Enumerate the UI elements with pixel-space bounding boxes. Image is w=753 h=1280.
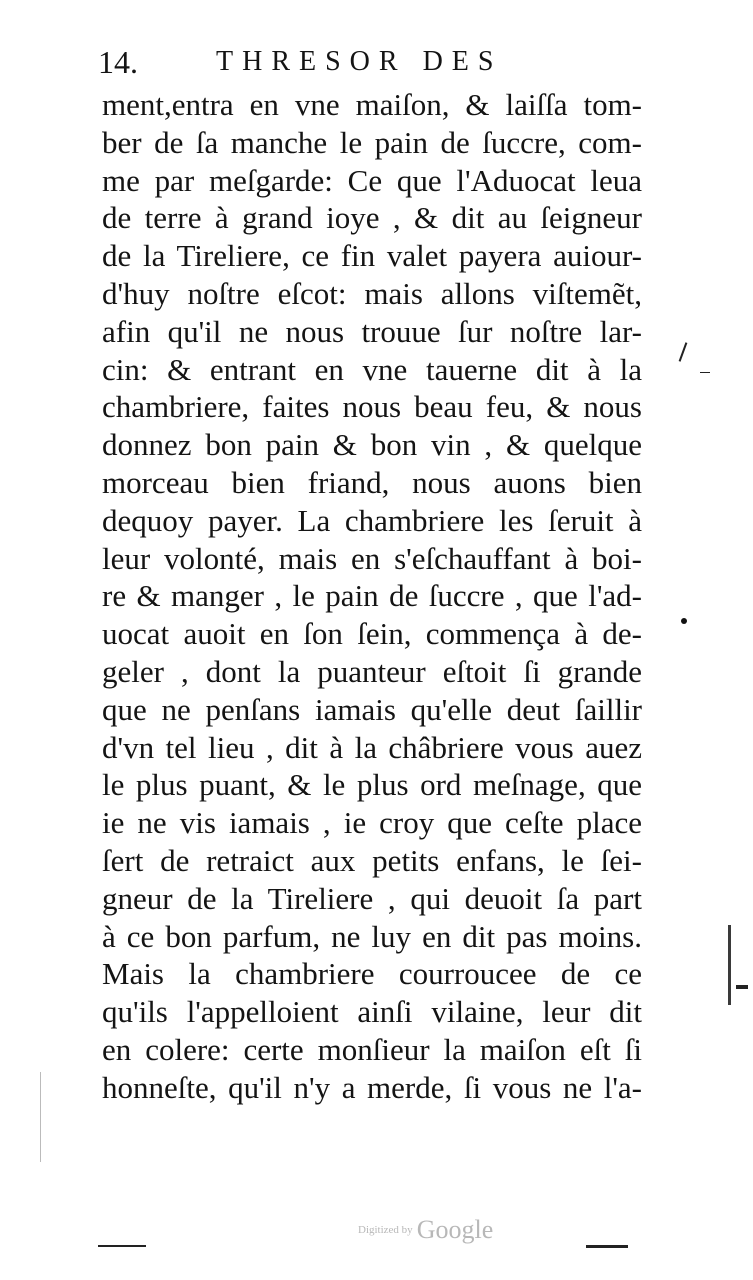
- text-line: ie ne vis iamais , ie croy que ceſte place: [102, 805, 642, 841]
- margin-dot: [681, 618, 687, 624]
- margin-mark: [728, 925, 731, 1005]
- text-line: morceau bien friand, nous auons bien: [102, 464, 642, 500]
- text-line: à ce bon parfum, ne luy en dit pas moins.: [102, 918, 642, 954]
- text-line: afin qu'il ne nous trouue ſur noſtre lar-: [102, 313, 642, 349]
- running-head: [98, 44, 643, 84]
- text-line: de terre à grand ioye , & dit au ſeigneur: [102, 200, 642, 236]
- margin-mark: [40, 1072, 41, 1162]
- text-line: donnez bon pain & bon vin , & quelque: [102, 427, 642, 463]
- text-line: geler , dont la puanteur eſtoit ſi grande: [102, 653, 642, 689]
- text-line: le plus puant, & le plus ord meſnage, que: [102, 767, 642, 803]
- text-line: cin: & entrant en vne tauerne dit à la: [102, 351, 642, 387]
- text-line: leur volonté, mais en s'eſchauffant à boi-: [102, 540, 642, 576]
- running-title: THRESOR DES: [216, 46, 503, 77]
- text-line: de la Tireliere, ce fin valet payera auiour-: [102, 238, 642, 274]
- watermark-prefix: Digitized by: [358, 1224, 413, 1236]
- text-line: me par meſgarde: Ce que l'Aduocat leua: [102, 162, 642, 198]
- text-line: qu'ils l'appelloient ainſi vilaine, leur dit: [102, 994, 642, 1030]
- google-logo: Google: [416, 1215, 494, 1244]
- text-line: d'huy noſtre eſcot: mais allons viſtemẽt,: [102, 275, 642, 311]
- text-line: dequoy payer. La chambriere les ſeruit à: [102, 502, 642, 538]
- text-line: Mais la chambriere courroucee de ce: [102, 956, 642, 992]
- margin-mark: [700, 372, 710, 373]
- page-number: 14.: [98, 44, 138, 80]
- text-line: honneſte, qu'il n'y a merde, ſi vous ne l'a-: [102, 1069, 642, 1105]
- digitized-watermark: [358, 1215, 493, 1245]
- text-line: d'vn tel lieu , dit à la châbriere vous auez: [102, 729, 642, 765]
- text-line: ber de ſa manche le pain de ſuccre, com-: [102, 124, 642, 160]
- text-line: chambriere, faites nous beau feu, & nous: [102, 389, 642, 425]
- margin-mark: [679, 342, 688, 361]
- margin-mark: [736, 985, 748, 989]
- text-line: ſert de retraict aux petits enfans, le ſei-: [102, 842, 642, 878]
- text-line: ment,entra en vne maiſon, & laiſſa tom-: [102, 87, 642, 122]
- text-line: que ne penſans iamais qu'elle deut ſaillir: [102, 691, 642, 727]
- bottom-rule: [98, 1245, 146, 1247]
- text-line: re & manger , le pain de ſuccre , que l'ad-: [102, 578, 642, 614]
- body-text: [102, 86, 642, 1107]
- text-line: en colere: certe monſieur la maiſon eſt ſi: [102, 1031, 642, 1067]
- bottom-rule: [586, 1245, 628, 1248]
- text-line: gneur de la Tireliere , qui deuoit ſa part: [102, 880, 642, 916]
- text-line: uocat auoit en ſon ſein, commença à de-: [102, 616, 642, 652]
